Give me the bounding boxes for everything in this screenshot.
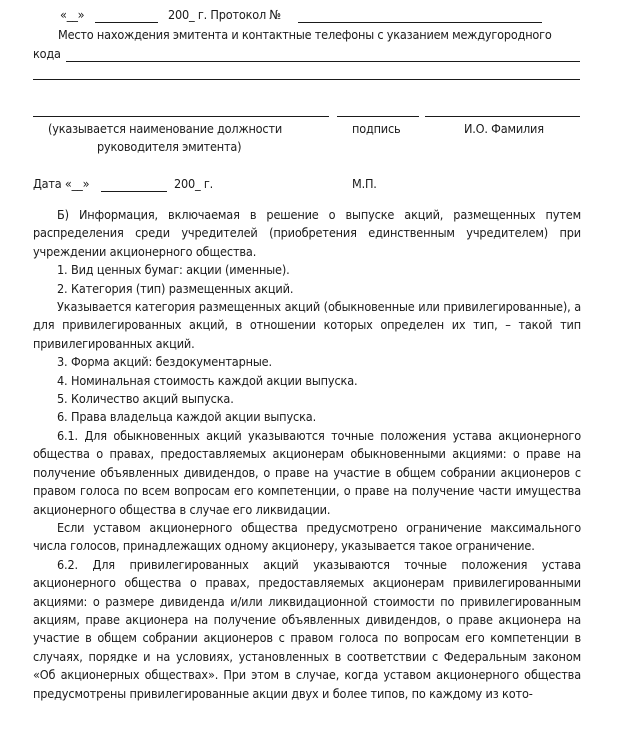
position-fill (33, 116, 329, 117)
paragraph-category-note: Указывается категория размещенных акций (обыкновенные или привилегированные), а для привилегированных акций, в отношении которых определен их тип, – такой тип привилегированных акций. (33, 299, 581, 351)
signature-fill (337, 116, 419, 117)
paragraph-item-1: 1. Вид ценных бумаг: акции (именные). (57, 262, 290, 278)
paragraph-intro: Б) Информация, включаемая в решение о выпуске акций, размещенных путем распределения среди учредителей (приобретения единственным учредителем) при учреждении акционерного общества. (33, 207, 581, 259)
location-fill-1 (66, 61, 580, 62)
stamp-label: М.П. (352, 176, 377, 191)
location-fill-2 (33, 79, 580, 80)
location-label: Место нахождения эмитента и контактные телефоны с указанием междугородного (58, 27, 552, 42)
date-label: Дата «__» (33, 176, 90, 191)
paragraph-item-6: 6. Права владельца каждой акции выпуска. (57, 409, 317, 425)
paragraph-item-5: 5. Количество акций выпуска. (57, 391, 234, 407)
position-caption-2: руководителя эмитента) (97, 139, 242, 154)
date-year: 200_ г. (174, 176, 214, 191)
paragraph-item-4: 4. Номинальная стоимость каждой акции выпуска. (57, 372, 358, 388)
protocol-year-label: 200_ г. Протокол № (168, 7, 282, 22)
protocol-date-day: «__» (60, 7, 85, 22)
paragraph-item-6-1: 6.1. Для обыкновенных акций указываются точные положения устава акционерного общества о правах, предоставляемых акционерам обыкновенными акциями: о праве на получение объявленных дивидендов, о праве на участие в общем собрании акционеров с правом голоса по всем вопросам его компетенции, о праве на получение части имущества акционерного общества в случае его ликвидации. (33, 427, 581, 517)
name-caption: И.О. Фамилия (464, 121, 544, 136)
name-fill (425, 116, 580, 117)
paragraph-item-2: 2. Категория (тип) размещенных акций. (57, 280, 294, 296)
position-caption-1: (указывается наименование должности (48, 121, 282, 136)
paragraph-item-3: 3. Форма акций: бездокументарные. (57, 354, 272, 370)
paragraph-vote-limit: Если уставом акционерного общества предусмотрено ограничение максимального числа голосов, принадлежащих одному акционеру, указывается такое ограничение. (33, 519, 581, 554)
signature-caption: подпись (352, 121, 401, 136)
protocol-number-fill (298, 22, 542, 23)
document-body (33, 206, 581, 703)
paragraph-item-6-2: 6.2. Для привилегированных акций указываются точные положения устава акционерного общества о правах, предоставляемых акционерам привилегированными акциями: о размере дивиденда и/или ликвидационной стоимости по привилегированным акциям, праве акционера на получение объявленных дивидендов, о праве акционера на участие в общем собрании акционеров с правом голоса по вопросам его компетенции в случаях, порядке и на условиях, установленных в соответствии с Федеральным законом «Об акционерных обществах». При этом в случае, когда уставом акционерного общества предусмотрены привилегированные акции двух и более типов, по каждому из кото- (33, 556, 581, 701)
date-month-fill (101, 191, 167, 192)
location-label-code: кода (33, 46, 61, 61)
protocol-date-month-fill (95, 22, 158, 23)
